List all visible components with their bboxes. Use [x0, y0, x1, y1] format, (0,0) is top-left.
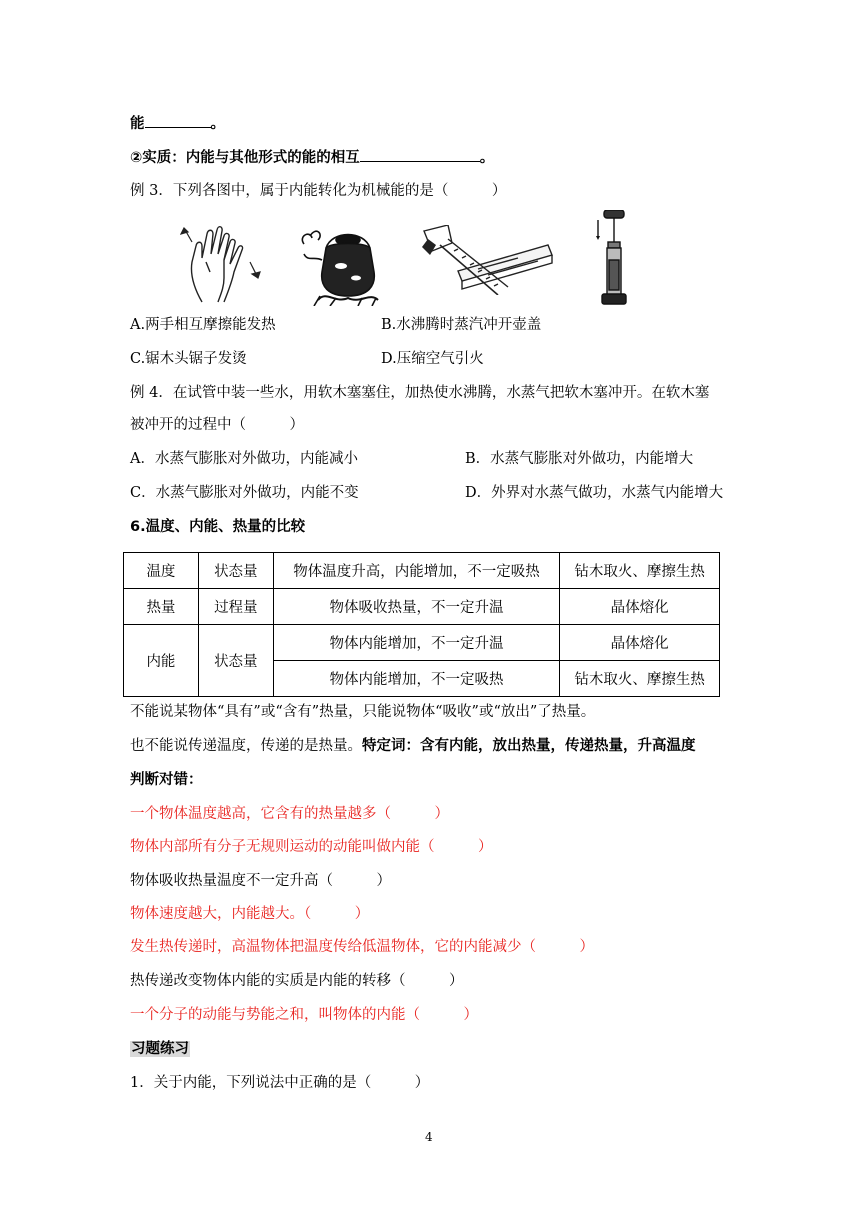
table-cell: 物体内能增加，不一定吸热	[273, 661, 559, 697]
judge-title: 判断对错：	[130, 772, 203, 788]
section6-note-2	[130, 736, 696, 756]
section6-note-2-plain: 也不能说传递温度，传递的是热量。	[130, 738, 362, 754]
table-cell: 状态量	[198, 625, 273, 697]
table-cell: 过程量	[198, 589, 273, 625]
fill-blank[interactable]	[360, 147, 480, 162]
exercise-question-1: 1．关于内能，下列说法中正确的是（ ）	[130, 1075, 430, 1091]
example4-option-d: D．外界对水蒸气做功，水蒸气内能增大	[465, 485, 724, 501]
table-cell: 物体内能增加，不一定升温	[273, 625, 559, 661]
exercise-heading: 习题练习	[131, 1041, 189, 1057]
intro-line-1-prefix: 能	[130, 116, 145, 132]
judge-item: 物体吸收热量温度不一定升高（ ）	[130, 873, 391, 889]
table-cell: 物体温度升高，内能增加，不一定吸热	[273, 553, 559, 589]
judge-item: 热传递改变物体内能的实质是内能的转移（ ）	[130, 973, 464, 989]
example3-question: 例 3．下列各图中，属于内能转化为机械能的是（ ）	[130, 183, 507, 199]
table-cell: 钻木取火、摩擦生热	[560, 661, 720, 697]
section6-note-1: 不能说某物体“具有”或“含有”热量，只能说物体“吸收”或“放出”了热量。	[130, 704, 596, 720]
hands-rubbing-icon	[180, 222, 270, 304]
table-row	[124, 625, 720, 661]
example3-option-c: C.锯木头锯子发烫	[130, 351, 247, 367]
example4-option-b: B．水蒸气膨胀对外做功，内能增大	[465, 451, 694, 467]
intro-line-2-prefix: ②实质：内能与其他形式的能的相互	[130, 150, 360, 166]
table-row	[124, 589, 720, 625]
example3-option-b: B.水沸腾时蒸汽冲开壶盖	[381, 317, 542, 333]
table-cell: 物体吸收热量，不一定升温	[273, 589, 559, 625]
table-cell: 状态量	[198, 553, 273, 589]
air-compression-igniter-icon	[596, 210, 636, 310]
table-cell: 晶体熔化	[560, 589, 720, 625]
judge-item: 一个物体温度越高，它含有的热量越多（ ）	[130, 806, 449, 822]
intro-line-2-suffix: 。	[479, 150, 495, 166]
example4-question-line-1: 例 4．在试管中装一些水，用软木塞塞住，加热使水沸腾，水蒸气把软木塞冲开。在软木塞	[130, 385, 710, 401]
example3-option-a: A.两手相互摩擦能发热	[130, 317, 276, 333]
exercise-heading-line	[130, 1039, 190, 1059]
intro-line-2	[130, 147, 494, 168]
example4-option-c: C．水蒸气膨胀对外做功，内能不变	[130, 485, 359, 501]
example4-question-line-2: 被冲开的过程中（ ）	[130, 417, 304, 433]
section6-note-2-bold: 特定词：含有内能，放出热量，传递热量，升高温度	[362, 738, 696, 754]
fill-blank[interactable]	[145, 113, 211, 128]
judge-item: 物体内部所有分子无规则运动的动能叫做内能（ ）	[130, 839, 493, 855]
table-cell: 热量	[124, 589, 199, 625]
comparison-table	[123, 552, 720, 697]
table-cell: 晶体熔化	[560, 625, 720, 661]
table-cell: 温度	[124, 553, 199, 589]
sawing-wood-icon	[418, 225, 554, 295]
judge-item: 物体速度越大，内能越大。（ ）	[130, 906, 370, 922]
judge-item: 发生热传递时，高温物体把温度传给低温物体，它的内能减少（ ）	[130, 939, 594, 955]
table-cell: 钻木取火、摩擦生热	[560, 553, 720, 589]
section6-title: 6.温度、内能、热量的比较	[130, 519, 306, 535]
intro-line-1-suffix: 。	[210, 116, 225, 132]
example3-option-d: D.压缩空气引火	[381, 351, 484, 367]
judge-item: 一个分子的动能与势能之和，叫物体的内能（ ）	[130, 1007, 478, 1023]
intro-line-1	[130, 113, 225, 134]
table-row	[124, 553, 720, 589]
page-number: 4	[425, 1130, 433, 1144]
example4-option-a: A．水蒸气膨胀对外做功，内能减小	[130, 451, 358, 467]
boiling-kettle-icon	[296, 226, 380, 306]
table-cell: 内能	[124, 625, 199, 697]
